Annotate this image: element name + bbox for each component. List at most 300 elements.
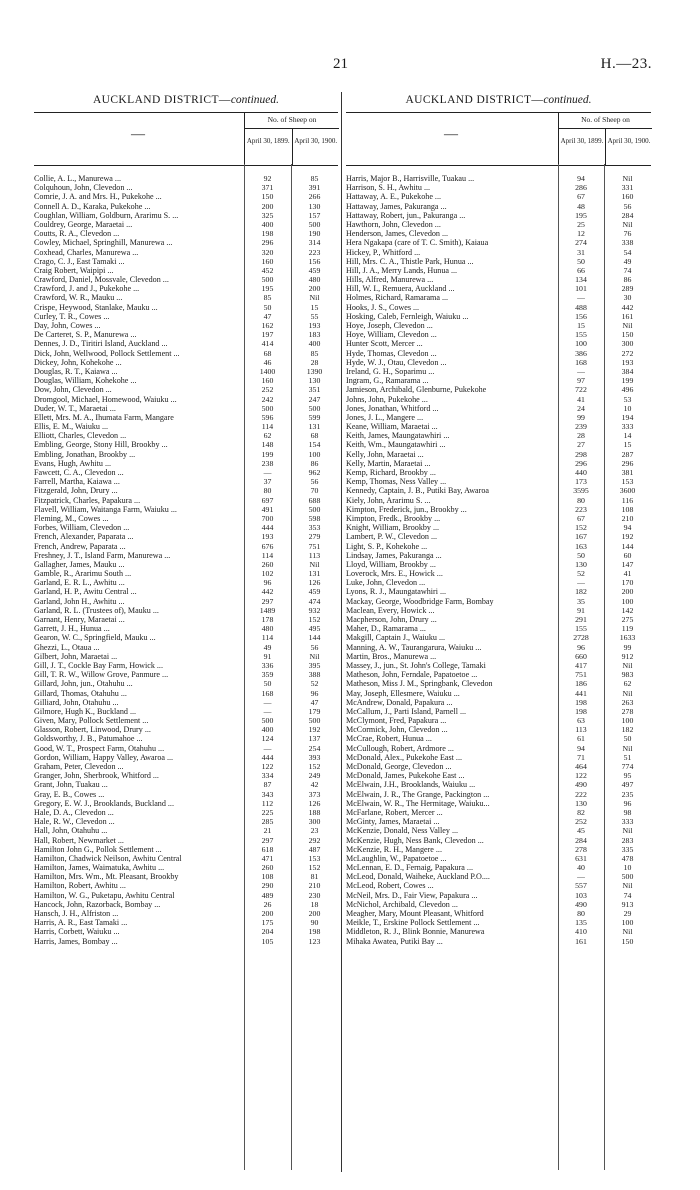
table-row xyxy=(34,211,338,220)
sheep-1899: 148 xyxy=(261,440,274,450)
sheep-1900: 51 xyxy=(623,752,632,762)
sheep-1899: 490 xyxy=(575,899,587,909)
sheep-1900: 10 xyxy=(623,863,632,873)
owner-name: Couldrey, George, Maraetai ... xyxy=(34,219,133,229)
table-row xyxy=(346,826,651,835)
left-column-title: AUCKLAND DISTRICT—continued. xyxy=(92,94,280,106)
sheep-1899: 618 xyxy=(261,844,274,854)
sheep-1899: 417 xyxy=(575,660,587,670)
sheep-1899: 198 xyxy=(261,229,274,239)
sheep-1900: 182 xyxy=(621,725,634,735)
table-row xyxy=(346,872,651,881)
sheep-1900: 15 xyxy=(310,302,319,312)
table-row xyxy=(346,569,651,578)
owner-name: Dickey, John, Kohekohe ... xyxy=(34,357,122,367)
owner-name: Hamilton, Chadwick Neilson, Awhitu Central xyxy=(34,853,182,863)
sheep-1900: 96 xyxy=(623,798,632,808)
table-row xyxy=(346,183,651,192)
table-row xyxy=(34,284,338,293)
sheep-1900: 50 xyxy=(623,734,632,744)
sheep-1899: 168 xyxy=(261,688,274,698)
owner-name: McLennan, E. D., Fernaig, Papakura ... xyxy=(346,863,473,873)
sheep-1900: 278 xyxy=(621,706,634,716)
sheep-1900: 3600 xyxy=(619,486,636,496)
table-row xyxy=(34,183,338,192)
sheep-1900: 14 xyxy=(623,431,632,441)
table-row xyxy=(34,918,338,927)
table-row xyxy=(346,404,651,413)
table-row xyxy=(346,486,651,495)
table-row xyxy=(346,771,651,780)
sheep-1900: 152 xyxy=(308,762,321,771)
sheep-1900: 142 xyxy=(621,605,634,615)
owner-name: Hyde, Thomas, Clevedon ... xyxy=(346,348,437,358)
owner-name: Gallagher, James, Mauku ... xyxy=(34,559,125,569)
sheep-1899: 87 xyxy=(263,780,272,790)
table-row xyxy=(34,817,338,826)
owner-name: Hamilton, James, Waimatuka, Awhitu ... xyxy=(34,863,165,873)
owner-name: Farrell, Martha, Kaiawa ... xyxy=(34,477,120,487)
table-row xyxy=(346,477,651,486)
table-row xyxy=(346,339,651,348)
sheep-1899: 186 xyxy=(575,679,587,689)
table-row xyxy=(34,597,338,606)
owner-name: Hill, J. A., Merry Lands, Hunua ... xyxy=(346,265,458,275)
table-row xyxy=(34,551,338,560)
sheep-1899: 222 xyxy=(575,789,587,799)
sheep-1899: 114 xyxy=(261,550,274,560)
sheep-1900: 100 xyxy=(308,449,321,459)
sheep-1900: 86 xyxy=(623,275,632,285)
owner-name: Keane, William, Maraetai ... xyxy=(346,422,438,432)
table-row xyxy=(346,937,651,946)
sheep-1900: 279 xyxy=(308,532,321,542)
owner-name: Coughlan, William, Goldburn, Ararimu S. ... xyxy=(34,210,179,220)
table-row xyxy=(346,321,651,330)
sheep-1900: 284 xyxy=(621,210,634,220)
sheep-1900: 53 xyxy=(623,394,632,404)
sheep-1900: 28 xyxy=(310,357,319,367)
owner-name: Hawthorn, John, Clevedon ... xyxy=(346,219,441,229)
sheep-1899: 50 xyxy=(263,679,272,689)
table-row xyxy=(346,349,651,358)
table-row xyxy=(34,744,338,753)
table-row xyxy=(34,523,338,532)
owner-name: Gillard, Thomas, Otahuhu ... xyxy=(34,688,127,698)
owner-name: Luke, John, Clevedon ... xyxy=(346,578,426,588)
sheep-1899: 278 xyxy=(575,844,587,854)
owner-name: Gilmore, Hugh K., Buckland ... xyxy=(34,706,137,716)
table-row xyxy=(34,477,338,486)
sheep-1900: 193 xyxy=(621,357,634,367)
owner-name: Gordon, William, Happy Valley, Awaroa ... xyxy=(34,752,174,762)
sheep-1899: 500 xyxy=(261,275,274,285)
owner-name: Mihaka Awatea, Putiki Bay ... xyxy=(346,936,443,946)
sheep-1899: 1489 xyxy=(259,605,276,615)
owner-name: Grant, John, Tuakau ... xyxy=(34,780,108,790)
owner-name: Hoye, Joseph, Clevedon ... xyxy=(346,321,433,330)
sheep-1900: Nil xyxy=(309,651,320,661)
sheep-1899: 296 xyxy=(261,238,274,248)
table-row xyxy=(34,826,338,835)
sheep-1899: 500 xyxy=(261,716,274,726)
sheep-1899: 71 xyxy=(577,752,585,762)
sheep-1900: Nil xyxy=(622,174,633,183)
owner-name: Keith, Wm., Maungatawhiri ... xyxy=(346,440,446,450)
table-row xyxy=(34,679,338,688)
left-table-header xyxy=(34,112,338,166)
table-row xyxy=(346,780,651,789)
owner-name: French, Andrew, Paparata ... xyxy=(34,541,126,551)
sheep-1899: 49 xyxy=(263,642,272,652)
sheep-1900: 130 xyxy=(308,201,321,211)
owner-name: Flavell, William, Waitanga Farm, Waiuku ... xyxy=(34,504,177,514)
sheep-1900: 29 xyxy=(623,909,632,918)
table-row xyxy=(34,238,338,247)
owner-name: McCallum, J., Parti Island, Parnell ... xyxy=(346,706,467,716)
table-row xyxy=(346,633,651,642)
sheep-1900: 137 xyxy=(308,734,321,744)
sheep-1900: 100 xyxy=(621,596,634,606)
owner-name: Knight, William, Brookby ... xyxy=(346,523,440,533)
sheep-1899: 27 xyxy=(577,440,585,450)
sheep-1900: 496 xyxy=(621,385,634,395)
owner-name: Hooks, J. S., Cowes ... xyxy=(346,302,420,312)
table-row xyxy=(346,211,651,220)
table-row xyxy=(34,716,338,725)
sheep-1900: 478 xyxy=(621,853,634,863)
owner-name: Lloyd, William, Brookby ... xyxy=(346,559,436,569)
owner-name: Maclean, Every, Howick ... xyxy=(346,605,435,615)
table-row xyxy=(346,762,651,771)
sheep-1900: 85 xyxy=(310,348,319,358)
sheep-1900: 126 xyxy=(308,578,321,588)
sheep-1899: 204 xyxy=(261,927,274,937)
owner-name: McLeod, Donald, Waiheke, Auckland P.O.... xyxy=(346,872,490,882)
sheep-1899: 160 xyxy=(261,376,274,386)
sheep-1899: 92 xyxy=(263,174,272,183)
sheep-1900: 90 xyxy=(310,918,319,928)
sheep-1899: 198 xyxy=(575,706,587,716)
owner-name: French, Alexander, Paparata ... xyxy=(34,532,134,542)
page-number: 21 xyxy=(333,56,348,72)
sheep-1899: 195 xyxy=(575,210,587,220)
sheep-1900: 912 xyxy=(621,651,634,661)
sheep-1899: 200 xyxy=(261,909,274,918)
sheep-1899: 297 xyxy=(261,835,274,845)
sheep-1900: 381 xyxy=(621,468,634,477)
sheep-1899: 130 xyxy=(575,559,587,569)
sheep-1899: 751 xyxy=(575,670,587,680)
table-row xyxy=(34,450,338,459)
sheep-1899: 113 xyxy=(575,725,587,735)
table-row xyxy=(346,376,651,385)
sheep-1899: 124 xyxy=(261,734,274,744)
sheep-1899: 12 xyxy=(577,229,585,239)
sheep-1900: 272 xyxy=(621,348,634,358)
owner-name: Glasson, Robert, Linwood, Drury ... xyxy=(34,725,151,735)
sheep-1899: 1400 xyxy=(259,366,276,376)
sheep-1900: 192 xyxy=(308,725,321,735)
sheep-1900: 98 xyxy=(623,807,632,817)
owner-name: McGinty, James, Maraetai ... xyxy=(346,817,440,827)
table-row xyxy=(346,661,651,670)
table-row xyxy=(34,643,338,652)
left-col-1899-header: April 30, 1899. xyxy=(246,137,290,145)
table-row xyxy=(346,422,651,431)
table-row xyxy=(34,927,338,936)
sheep-1900: 41 xyxy=(623,569,632,579)
sheep-1899: 291 xyxy=(575,615,587,624)
sheep-1900: 300 xyxy=(621,339,634,349)
owner-name: Douglas, William, Kohekohe ... xyxy=(34,376,137,386)
sheep-1900: 598 xyxy=(308,513,321,523)
sheep-1899: 225 xyxy=(261,807,274,817)
sheep-1899: 491 xyxy=(261,504,274,514)
sheep-1899: 242 xyxy=(261,394,274,404)
owner-name: Fawcett, C. A., Clevedon ... xyxy=(34,468,124,477)
owner-name: Manning, A. W., Taurangarura, Waiuku ... xyxy=(346,642,482,652)
table-row xyxy=(346,725,651,734)
owner-name: Kennedy, Captain, J. B., Putiki Bay, Awaroa xyxy=(346,486,489,496)
right-table-body xyxy=(346,164,651,1170)
sheep-1899: 480 xyxy=(261,624,274,634)
owner-name: Hattaway, James, Pakuranga ... xyxy=(346,201,447,211)
sheep-1899: 441 xyxy=(575,688,587,698)
sheep-1899: 91 xyxy=(577,605,585,615)
table-row xyxy=(34,725,338,734)
sheep-1900: 442 xyxy=(621,302,634,312)
table-row xyxy=(34,734,338,743)
table-row xyxy=(346,293,651,302)
table-row xyxy=(346,266,651,275)
sheep-1899: 298 xyxy=(575,449,587,459)
table-row xyxy=(34,459,338,468)
sheep-1899: 102 xyxy=(261,569,274,579)
sheep-1899: 444 xyxy=(261,523,274,533)
sheep-1899: 96 xyxy=(577,642,585,652)
table-row xyxy=(346,615,651,624)
sheep-1899: 3595 xyxy=(573,486,589,496)
sheep-1899: 160 xyxy=(261,256,274,266)
owner-name: Johns, John, Pukekohe ... xyxy=(346,394,428,404)
sheep-1900: 198 xyxy=(308,927,321,937)
sheep-1899: 50 xyxy=(577,550,585,560)
owner-name: McKenzie, Donald, Ness Valley ... xyxy=(346,826,459,836)
sheep-1900: 275 xyxy=(621,615,634,624)
table-row xyxy=(34,422,338,431)
sheep-1900: 100 xyxy=(621,716,634,726)
sheep-1899: 440 xyxy=(575,468,587,477)
sheep-1899: 114 xyxy=(261,422,274,432)
sheep-1899: 290 xyxy=(261,881,274,891)
owner-name: Massey, J., jun., St. John's College, Tamaki xyxy=(346,660,486,670)
owner-name: Duder, W. T., Maraetai ... xyxy=(34,403,116,413)
owner-name: Kimpton, Frederick, jun., Brookby ... xyxy=(346,504,467,514)
sheep-1899: 260 xyxy=(261,863,274,873)
right-col-1899-header: April 30, 1899. xyxy=(560,137,604,145)
table-row xyxy=(34,330,338,339)
table-row xyxy=(346,532,651,541)
sheep-1900: 70 xyxy=(310,486,319,496)
sheep-1899: 135 xyxy=(575,918,587,928)
sheep-1900: 210 xyxy=(308,881,321,891)
left-name-column-header: — xyxy=(131,127,145,142)
sheep-1899: 67 xyxy=(577,513,585,523)
table-row xyxy=(34,395,338,404)
owner-name: Gill, T. R. W., Willow Grove, Panmure ... xyxy=(34,670,169,680)
sheep-1900: 230 xyxy=(308,890,321,900)
sheep-1899: 400 xyxy=(261,219,274,229)
owner-name: Hall, John, Otahuhu ... xyxy=(34,826,108,836)
sheep-1899: 178 xyxy=(261,615,274,624)
sheep-1899: 99 xyxy=(577,412,585,422)
owner-name: McAndrew, Donald, Papakura ... xyxy=(346,697,453,707)
table-row xyxy=(346,753,651,762)
table-row xyxy=(34,909,338,918)
sheep-1899: 91 xyxy=(263,651,272,661)
owner-name: Lindsay, James, Pakuranga ... xyxy=(346,550,442,560)
sheep-1900: 126 xyxy=(308,798,321,808)
sheep-1900: 459 xyxy=(308,587,321,597)
owner-name: Hamilton, W. G., Puketapu, Awhitu Central xyxy=(34,890,175,900)
sheep-1899: 21 xyxy=(263,826,272,836)
sheep-1899: 101 xyxy=(575,284,587,294)
table-row xyxy=(346,330,651,339)
sheep-1900: 190 xyxy=(308,229,321,239)
sheep-1899: 80 xyxy=(263,486,272,496)
owner-name: Dick, John, Wellwood, Pollock Settlement ... xyxy=(34,348,180,358)
owner-name: McElwain, J.H., Brooklands, Waiuku ... xyxy=(346,780,476,790)
sheep-1900: 188 xyxy=(308,807,321,817)
owner-name: Gamble, R., Ararimu South ... xyxy=(34,569,132,579)
sheep-1900: 56 xyxy=(310,477,319,487)
left-rows-list xyxy=(34,174,338,946)
sheep-1899: 161 xyxy=(575,936,587,946)
sheep-1899: 252 xyxy=(575,817,587,827)
sheep-1900: 116 xyxy=(621,495,634,505)
sheep-1900: 200 xyxy=(308,284,321,294)
table-row xyxy=(346,587,651,596)
owner-name: Coutts, R. A., Clevedon ... xyxy=(34,229,120,239)
sheep-1900: Nil xyxy=(622,927,633,937)
table-row xyxy=(346,900,651,909)
sheep-1899: 223 xyxy=(575,504,587,514)
sheep-1900: 289 xyxy=(621,284,634,294)
sheep-1899: 336 xyxy=(261,660,274,670)
table-row xyxy=(346,845,651,854)
owner-name: Hickey, P., Whitford ... xyxy=(346,247,421,257)
owner-name: McCormick, John, Clevedon ... xyxy=(346,725,448,735)
table-row xyxy=(346,652,651,661)
owner-name: Light, S. P., Kohekohe ... xyxy=(346,541,428,551)
sheep-1899: 96 xyxy=(263,578,272,588)
sheep-1899: 122 xyxy=(575,771,587,781)
owner-name: Kelly, John, Maraetai ... xyxy=(346,449,424,459)
sheep-1899: 334 xyxy=(261,771,274,781)
sheep-1900: 487 xyxy=(308,844,321,854)
table-row xyxy=(346,312,651,321)
sheep-1900: 1633 xyxy=(619,633,636,643)
sheep-1900: 18 xyxy=(310,899,319,909)
owner-name: Harris, James, Bombay ... xyxy=(34,936,118,946)
owner-name: Collie, A. L., Manurewa ... xyxy=(34,174,121,183)
table-row xyxy=(34,615,338,624)
owner-name: Ireland, G. H., Soparimu ... xyxy=(346,366,435,376)
sheep-1899: 103 xyxy=(575,890,587,900)
owner-name: Meagher, Mary, Mount Pleasant, Whitford xyxy=(346,909,484,918)
table-row xyxy=(346,808,651,817)
table-row xyxy=(34,321,338,330)
owner-name: Forbes, William, Clevedon ... xyxy=(34,523,130,533)
table-row xyxy=(346,284,651,293)
owner-name: Colquhoun, John, Clevedon ... xyxy=(34,183,133,193)
owner-name: Henderson, James, Clevedon ... xyxy=(346,229,449,239)
sheep-1899: 182 xyxy=(575,587,587,597)
sheep-1900: 774 xyxy=(621,762,634,771)
sheep-1899: 94 xyxy=(577,743,585,753)
owner-name: Harris, Major B., Harrisville, Tuakau ... xyxy=(346,174,475,183)
sheep-1900: 23 xyxy=(310,826,319,836)
sheep-1900: 400 xyxy=(308,339,321,349)
table-row xyxy=(34,532,338,541)
sheep-1900: Nil xyxy=(622,660,633,670)
table-row xyxy=(34,652,338,661)
table-row xyxy=(346,468,651,477)
sheep-1900: Nil xyxy=(622,321,633,330)
sheep-1900: 144 xyxy=(621,541,634,551)
owner-name: Gilliard, John, Otahuhu ... xyxy=(34,697,119,707)
sheep-1900: 68 xyxy=(310,431,319,441)
owner-name: Lyons, R. J., Maungatawhiri ... xyxy=(346,587,447,597)
sheep-1900: 395 xyxy=(308,660,321,670)
table-row xyxy=(346,496,651,505)
sheep-1899: 500 xyxy=(261,403,274,413)
sheep-1900: 500 xyxy=(308,716,321,726)
table-row xyxy=(34,799,338,808)
sheep-1900: 47 xyxy=(310,697,319,707)
sheep-1899: 28 xyxy=(577,431,585,441)
owner-name: Kelly, Martin, Maraetai ... xyxy=(346,458,431,468)
sheep-1900: 333 xyxy=(621,817,634,827)
sheep-1900: 263 xyxy=(621,697,634,707)
table-row xyxy=(34,633,338,642)
table-row xyxy=(346,578,651,587)
table-row xyxy=(34,661,338,670)
sheep-1900: 131 xyxy=(308,422,321,432)
sheep-1900: 30 xyxy=(623,293,632,303)
owner-name: Macpherson, John, Drury ... xyxy=(346,615,437,624)
sheep-1900: 292 xyxy=(308,835,321,845)
sheep-1900: 154 xyxy=(308,440,321,450)
sheep-1900: 100 xyxy=(621,918,634,928)
sheep-1899: 150 xyxy=(261,192,274,202)
sheep-1899: 67 xyxy=(577,192,585,202)
sheep-1899: 62 xyxy=(263,431,272,441)
table-row xyxy=(346,909,651,918)
table-row xyxy=(34,863,338,872)
table-row xyxy=(34,293,338,302)
table-row xyxy=(34,220,338,229)
owner-name: Matheson, John, Ferndale, Papatoetoe ... xyxy=(346,670,478,680)
table-row xyxy=(34,367,338,376)
owner-name: Ellett, Mrs. M. A., Ihumata Farm, Mangare xyxy=(34,412,174,422)
table-row xyxy=(34,542,338,551)
table-row xyxy=(346,881,651,890)
table-row xyxy=(346,229,651,238)
owner-name: De Carteret, S. P., Manurewa ... xyxy=(34,330,137,340)
owner-name: Curley, T. R., Cowes ... xyxy=(34,311,110,321)
